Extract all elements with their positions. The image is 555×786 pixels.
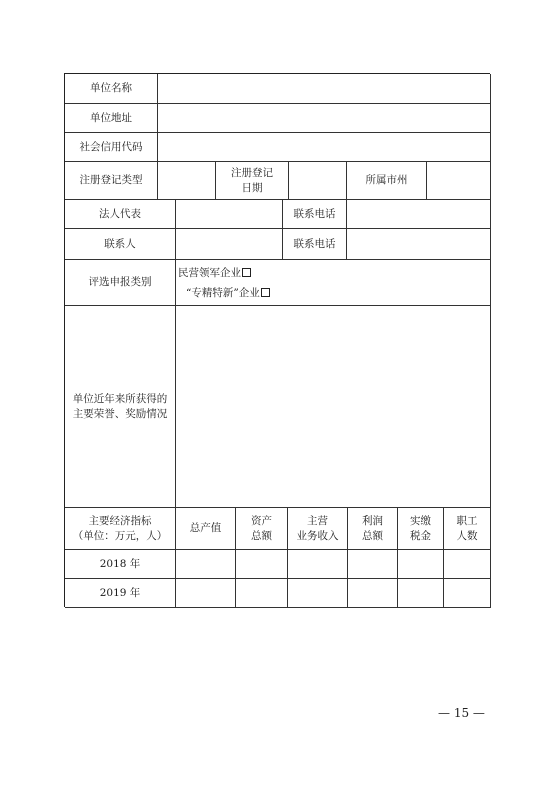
honors-label-line2: 主要荣誉、奖励情况 xyxy=(72,407,168,420)
reg-type-label: 注册登记类型 xyxy=(65,162,158,200)
category-option-specialized[interactable] xyxy=(186,286,270,300)
year-2019-label: 2019 年 xyxy=(65,579,176,608)
legal-rep-label: 法人代表 xyxy=(65,200,176,229)
unit-name-field[interactable] xyxy=(158,74,491,104)
col-profit-line2: 总额 xyxy=(362,529,383,542)
credit-code-label: 社会信用代码 xyxy=(65,133,158,162)
category-option-specialized-label: “专精特新”企业 xyxy=(186,287,260,299)
year-2018-tax-field[interactable] xyxy=(398,550,444,579)
col-profit xyxy=(348,508,398,550)
category-option-private-leader[interactable] xyxy=(178,266,251,280)
econ-label-line1: 主要经济指标 xyxy=(88,514,152,527)
legal-rep-phone-label: 联系电话 xyxy=(283,200,347,229)
contact-field[interactable] xyxy=(176,229,283,260)
col-assets xyxy=(236,508,288,550)
legal-rep-field[interactable] xyxy=(176,200,283,229)
year-2019-profit-field[interactable] xyxy=(348,579,398,608)
year-2019-output-field[interactable] xyxy=(176,579,236,608)
year-2019-revenue-field[interactable] xyxy=(288,579,348,608)
col-revenue-line1: 主营 xyxy=(307,514,328,527)
contact-phone-field[interactable] xyxy=(347,229,491,260)
credit-code-field[interactable] xyxy=(158,133,491,162)
col-tax xyxy=(398,508,444,550)
year-2018-staff-field[interactable] xyxy=(444,550,491,579)
year-2018-revenue-field[interactable] xyxy=(288,550,348,579)
econ-label xyxy=(65,508,176,550)
year-2018-output-field[interactable] xyxy=(176,550,236,579)
col-assets-line1: 资产 xyxy=(251,514,272,527)
col-staff xyxy=(444,508,491,550)
page-number: — 15 — xyxy=(438,706,485,720)
honors-label xyxy=(65,306,176,508)
unit-address-field[interactable] xyxy=(158,104,491,133)
unit-name-label: 单位名称 xyxy=(65,74,158,104)
contact-label: 联系人 xyxy=(65,229,176,260)
col-staff-line2: 人数 xyxy=(456,529,478,542)
year-2018-assets-field[interactable] xyxy=(236,550,288,579)
year-2019-assets-field[interactable] xyxy=(236,579,288,608)
col-tax-line2: 税金 xyxy=(410,529,431,542)
category-label: 评选申报类别 xyxy=(65,260,176,306)
reg-date-label xyxy=(216,162,289,200)
unit-address-label: 单位地址 xyxy=(65,104,158,133)
category-option-private-leader-label: 民营领军企业 xyxy=(178,267,241,279)
reg-type-field[interactable] xyxy=(158,162,216,200)
col-revenue-line2: 业务收入 xyxy=(296,529,339,542)
reg-date-field[interactable] xyxy=(289,162,347,200)
contact-phone-label: 联系电话 xyxy=(283,229,347,260)
legal-rep-phone-field[interactable] xyxy=(347,200,491,229)
year-2018-profit-field[interactable] xyxy=(348,550,398,579)
checkbox-icon[interactable] xyxy=(242,268,251,277)
col-revenue xyxy=(288,508,348,550)
checkbox-icon[interactable] xyxy=(261,288,270,297)
econ-label-line2: （单位：万元，人） xyxy=(72,529,168,542)
honors-field[interactable] xyxy=(176,306,491,508)
honors-label-line1: 单位近年来所获得的 xyxy=(72,392,168,405)
col-total-output: 总产值 xyxy=(176,508,236,550)
year-2019-tax-field[interactable] xyxy=(398,579,444,608)
col-profit-line1: 利润 xyxy=(362,514,383,527)
year-2018-label: 2018 年 xyxy=(65,550,176,579)
reg-date-label-line1: 注册登记 xyxy=(231,166,273,179)
col-assets-line2: 总额 xyxy=(251,529,272,542)
col-staff-line1: 职工 xyxy=(456,514,478,527)
prefecture-label: 所属市州 xyxy=(347,162,427,200)
year-2019-staff-field[interactable] xyxy=(444,579,491,608)
col-tax-line1: 实缴 xyxy=(410,514,431,527)
application-form-table xyxy=(64,73,490,607)
reg-date-label-line2: 日期 xyxy=(241,181,263,194)
prefecture-field[interactable] xyxy=(427,162,491,200)
